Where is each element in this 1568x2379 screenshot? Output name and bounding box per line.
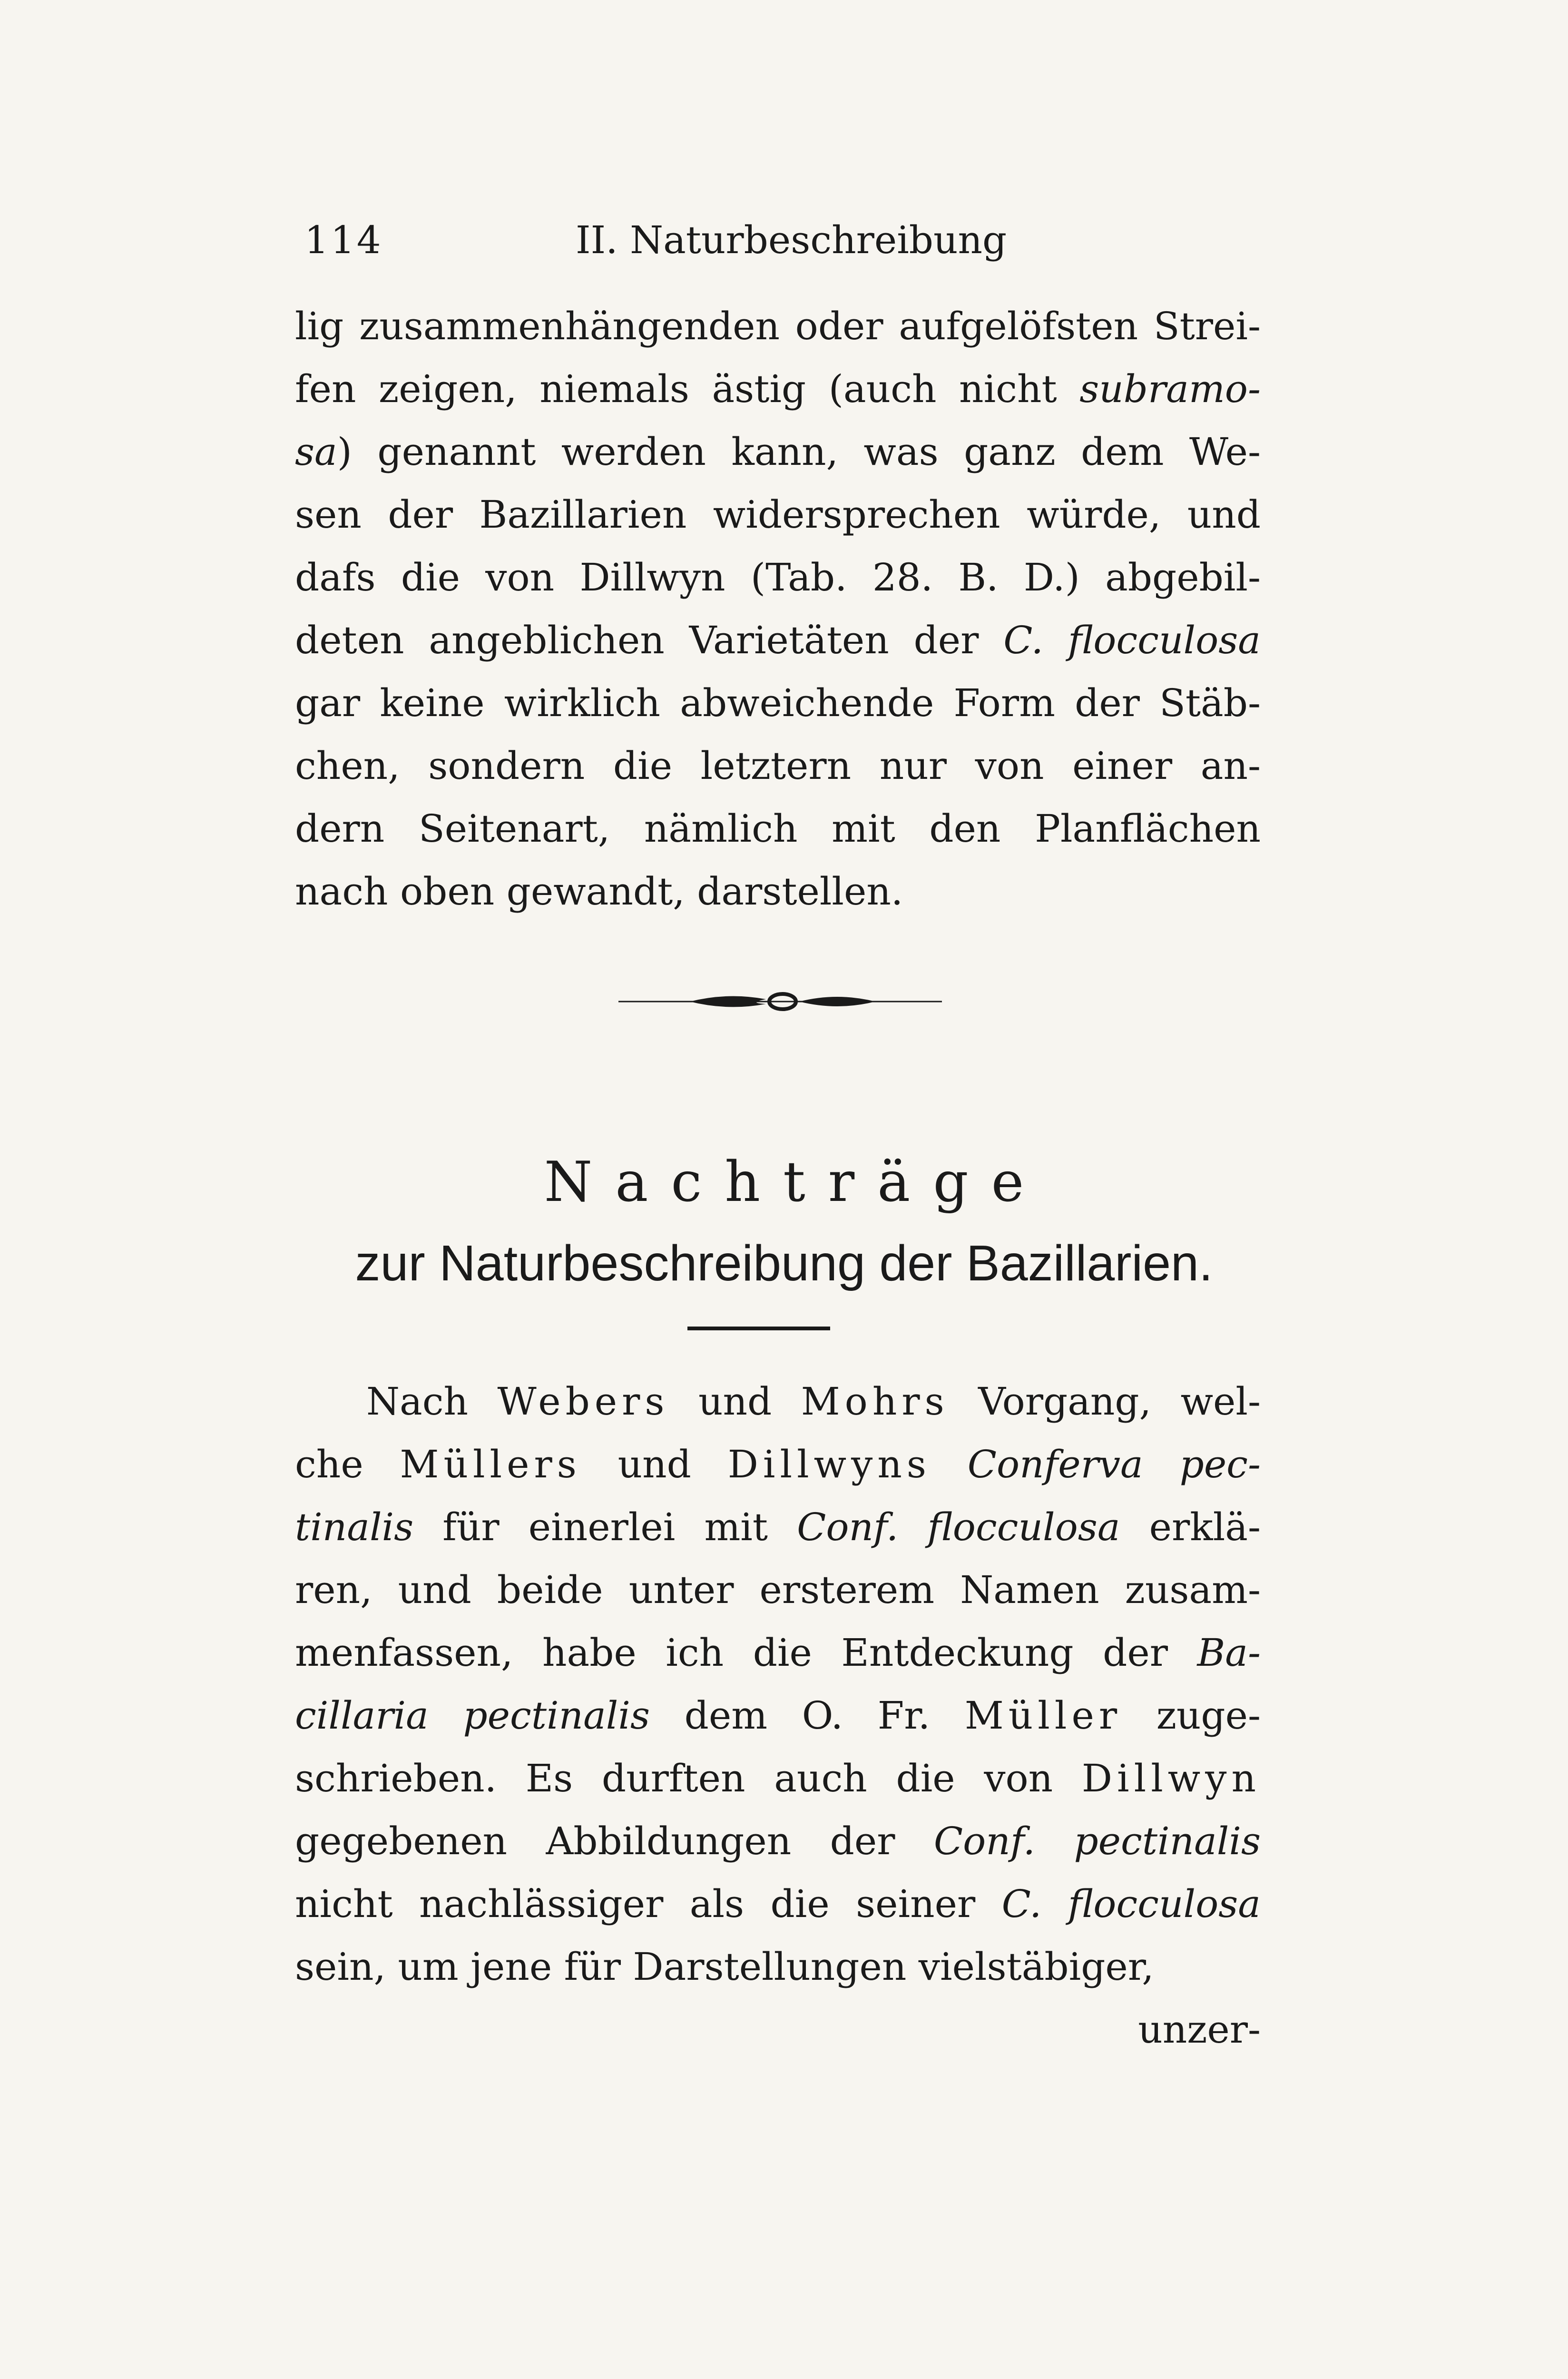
text-line: dafs die von Dillwyn (Tab. 28. B. D.) abgebil- <box>295 555 1261 600</box>
text-line: nicht nachlässiger als die seiner C. flocculosa <box>295 1882 1261 1926</box>
text-line: lig zusammenhängenden oder aufgelöfsten Strei- <box>295 304 1261 348</box>
catchword-line <box>295 1998 1261 2061</box>
text-line: fen zeigen, niemals ästig (auch nicht subramo- <box>295 367 1261 411</box>
text-line: sa) genannt werden kann, was ganz dem We- <box>295 430 1261 474</box>
text-line: tinalis für einerlei mit Conf. flocculosa erklä- <box>295 1505 1261 1549</box>
text-line: deten angeblichen Varietäten der C. flocculosa <box>295 618 1261 662</box>
text-line: schrieben. Es durften auch die von Dillwyn <box>295 1756 1261 1800</box>
text-line: menfassen, habe ich die Entdeckung der Ba- <box>295 1631 1261 1675</box>
text-line: che Müllers und Dillwyns Conferva pec- <box>295 1442 1261 1486</box>
text-line: sein, um jene für Darstellungen vielstäbiger, <box>295 1945 1154 1989</box>
text-line: gegebenen Abbildungen der Conf. pectinalis <box>295 1819 1261 1863</box>
text-line: cillaria pectinalis dem O. Fr. Müller zuge- <box>295 1693 1261 1738</box>
page-header <box>304 214 1066 266</box>
text-line: chen, sondern die letztern nur von einer an- <box>295 744 1261 788</box>
running-title: II. Naturbeschreibung <box>576 218 1007 262</box>
heading-rule <box>687 1327 830 1330</box>
text-line: gar keine wirklich abweichende Form der Stäb- <box>295 681 1261 725</box>
text-line: dern Seitenart, nämlich mit den Planflächen <box>295 806 1261 851</box>
text-line: nach oben gewandt, darstellen. <box>295 869 903 914</box>
text-line: sen der Bazillarien widersprechen würde, und <box>295 492 1261 537</box>
section-subheading: zur Naturbeschreibung der Bazillarien. <box>355 1235 1213 1291</box>
ornament-divider <box>618 985 942 1018</box>
paragraph-nachtraege <box>295 1370 1261 1998</box>
text-line: ren, und beide unter ersterem Namen zusam- <box>295 1568 1261 1612</box>
catchword: unzer- <box>1138 2007 1261 2052</box>
section-heading: Nachträge <box>544 1150 1047 1214</box>
page-number: 114 <box>304 218 383 262</box>
text-line: Nach Webers und Mohrs Vorgang, wel- <box>366 1379 1261 1424</box>
paragraph-continuation <box>295 295 1261 923</box>
